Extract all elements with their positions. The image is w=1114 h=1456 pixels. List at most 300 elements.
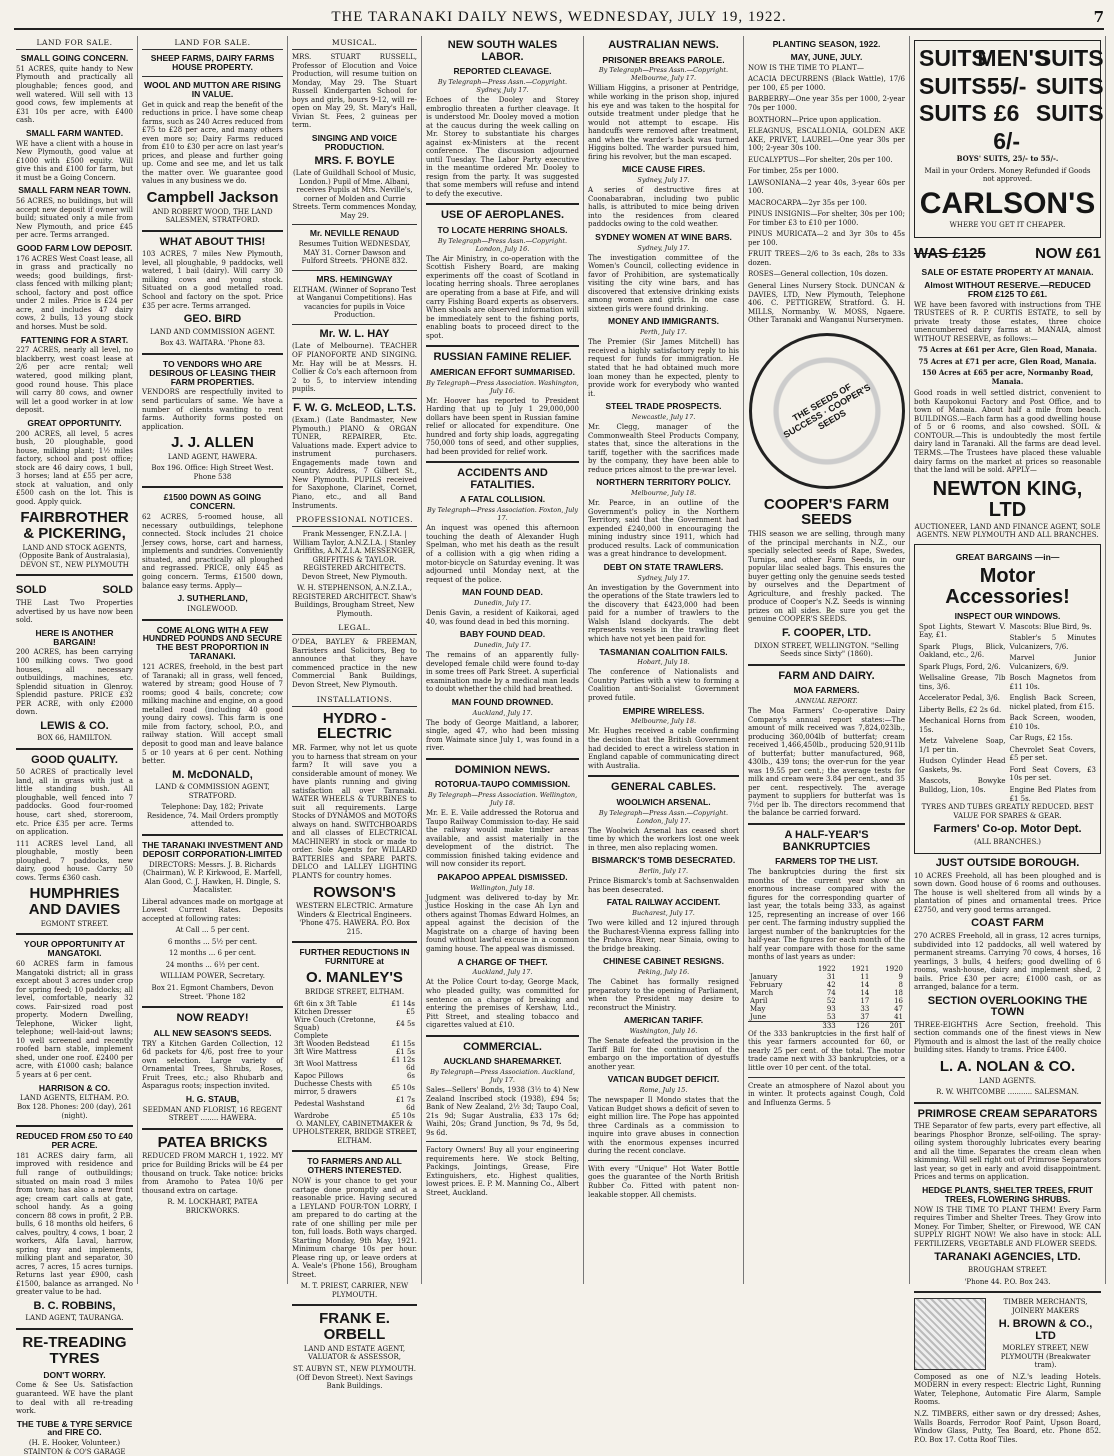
agent-address: LAND AND ESTATE AGENT, VALUATOR & ASSESSOR,: [303, 1344, 406, 1362]
rate-item: 24 months ... 6½ per cent.: [165, 960, 260, 969]
agent-contact: Box 43. WAITARA. 'Phone 83.: [159, 339, 266, 348]
accessory-item: Mechanical Horns from 15s.: [919, 717, 1006, 734]
news-text: Sales—Sellers' Bonds, 1938 (3½ to 4) New Zealand Inscribed stock (1938), £94 5s; Bank of New Zealand, 2½ 3d; Taupo Coal, 21s 9d; Sugar Australia, £33 17s 6d; Waihi, 20s; Grand Junction, 9s 7d, 9s 5d, 9s 6d.: [426, 1086, 579, 1137]
agent-address: BOX 66, HAMILTON.: [37, 734, 112, 743]
ad-text: WE have a client with a house in New Plymouth, good value at £1000 with £500 equity. Will give this and £100 for farm, but it must be a Going Concern.: [16, 139, 133, 182]
ad-heading: PRIMROSE CREAM SEPARATORS: [917, 1107, 1098, 1120]
ad-text: BOYS' SUITS, 25/- to 55/-.: [956, 154, 1059, 164]
ad-subheading: Almost WITHOUT RESERVE.—REDUCED FROM £125 TO £61.: [924, 279, 1091, 299]
agent-contact: Telephone: Day, 182; Private Residence, 74. Mail Orders promptly attended to.: [146, 803, 279, 829]
company-name: TARANAKI AGENCIES, LTD.: [934, 1251, 1081, 1264]
ad-text: 200 ACRES, has been carrying 100 milking cows. Two good houses, all necessary outbuildings, machines, etc. Splendid situation in Glenroy. Splendid pasture. PRICE £32 PER ACRE, with only £2000 down.: [16, 648, 133, 717]
ad-heading: COAST FARM: [971, 917, 1044, 930]
dateline: Dunedin, July 17.: [474, 641, 531, 649]
accessory-item: Chevrolet Seat Covers, £5 per set.: [1009, 745, 1096, 763]
agent-address: LAND AND COMMISSION AGENT.: [150, 327, 275, 336]
ad-heading: HERE IS ANOTHER BARGAIN!: [35, 627, 114, 647]
news-text: The investigation committee of the Women's Council, collecting evidence in favor of Prohibition, are systematically visiting the city wine bars, and has discovered that extensive drinking exists among women and girls. In one case sixteen girls were found drinking.: [588, 253, 739, 313]
dateline: Sydney, July 17.: [637, 176, 690, 185]
news-headline: DOMINION NEWS.: [454, 763, 551, 776]
rates-list: [142, 926, 283, 969]
ad-heading: SMALL FARM NEAR TOWN.: [18, 185, 131, 196]
accessory-item: Bosch Magnetos from £11 10s.: [1009, 674, 1096, 691]
agent-name: HUMPHRIES AND DAVIES: [28, 885, 121, 918]
suits-cell: SUITS: [1035, 72, 1104, 99]
section-heading: MUSICAL.: [292, 36, 417, 50]
ad-text: THREE-EIGHTHS Acre Section, freehold. This section commands one of the finest views in New Plymouth and is almost the last of the really choice building sites. Handy to trams. Price £400.: [914, 1020, 1101, 1055]
table-cell: 14: [860, 988, 870, 997]
table-row: [748, 997, 905, 1005]
item-name: Kitchen Dresser: [294, 1007, 352, 1016]
ad-heading: HYDRO - ELECTRIC: [317, 709, 392, 743]
table-cell: 47: [894, 1004, 903, 1013]
ad-text: 51 ACRES, quite handy to New Plymouth and practically all ploughable; fences good, and well watered. Will sell with 13 good cows, few implements at £31 10s per acre, with £400 cash.: [16, 64, 133, 125]
store-name: CARLSON'S: [919, 186, 1096, 220]
agent-name: FAIRBROTHER & PICKERING,: [20, 509, 129, 543]
dateline: Washington, July 16.: [629, 1027, 698, 1036]
suits-cell: SUITS: [1035, 45, 1104, 71]
secretary: WILLIAM POWER, Secretary.: [160, 972, 265, 981]
item-price: £1 7s 6d: [395, 1095, 415, 1112]
item-name: Complete: [294, 1031, 329, 1040]
new-price: NOW £61: [1035, 245, 1101, 262]
news-subheading: MONEY AND IMMIGRANTS.: [608, 316, 719, 327]
dateline: Peking, July 16.: [637, 968, 690, 977]
ad-text: (Late of Melbourne). TEACHER OF PIANOFORTE AND SINGING. Mr. Hay will be at Messrs. H. Collier & Co's each afternoon from 2 to 5, to interview intending pupils.: [292, 342, 417, 394]
table-cell: 14: [860, 980, 870, 989]
news-text: An inquest was opened this afternoon touching the death of Alexander Hugh Spelman, who met his death as the result of a collision with a gig when riding a motor-bicycle on Saturday evening. It was adjourned until Monday next, at the request of the police.: [426, 524, 579, 584]
dateline: By Telegraph—Press Assn.—Copyright. London, July 16.: [437, 236, 568, 253]
agent-name: J. J. ALLEN: [171, 434, 254, 452]
table-cell: 333: [822, 1021, 836, 1030]
ad-heading: SECTION OVERLOOKING THE TOWN: [927, 994, 1088, 1019]
news-text: Denis Gavin, a resident of Kaikorai, aged 40, was found dead in bed this morning.: [426, 609, 579, 626]
company-name: ROWSON'S: [313, 883, 396, 901]
table-cell: 16: [894, 996, 903, 1005]
page-number: 7: [1093, 8, 1104, 26]
agent-address: LAND AGENT, TAURANGA.: [25, 1314, 124, 1323]
item-price: £5 10s: [391, 1111, 415, 1120]
news-text: Mr. Hughes received a cable confirming the decision that the British Government had decided to erect a wireless station in England capable of communicating direct with Australia.: [588, 727, 739, 770]
table-cell: [748, 1021, 804, 1030]
news-subheading: PRISONER BREAKS PAROLE.: [602, 54, 725, 65]
item-name: Wire Couch (Cretonne, Squab): [294, 1015, 376, 1032]
column-6: [744, 36, 910, 1284]
ad-pretitle: TIMBER MERCHANTS, JOINERY MAKERS: [1003, 1298, 1088, 1315]
news-text: The conference of Nationalists and Country Parties with a view to forming a Coalition anti-Socialist Government proved futile.: [588, 668, 739, 703]
ad-heading: PATEA BRICKS: [157, 1133, 268, 1151]
news-text: Prince Bismarck's tomb at Sachsenwalden has been desecrated.: [588, 877, 739, 894]
table-cell: 37: [860, 1012, 870, 1021]
news-text: Mr. Clegg, manager of the Commonwealth Steel Products Company, states that, since the alterations in the tariff, together with the sacrifices made by the company, they have been able to reduce prices almost to the pre-war level.: [588, 423, 739, 474]
ad-text: 103 ACRES, 7 miles New Plymouth, level, all ploughable, 9 paddocks, well watered, 1 bail (dairy). Will carry 30 milking cows and young stock. Situated on a good metalled road. School and factory on the spot. Price £35 per acre. Terms arranged.: [142, 250, 283, 310]
ad-text: 121 ACRES, freehold, in the best part of Taranaki; all in grass, well fenced, watered by stream; good House of 7 rooms; good 4 bails, concrete; cow milking machine and engine, on a good metalled road (including 40 good young dairy cows). This farm is one mile from factory, school, P.O., and railway station. Will accept small deposit to good man and leave balance 5 or 10 years at 6 per cent. Nothing better.: [142, 663, 283, 766]
news-text: The Cabinet has formally resigned preparatory to the opening of Parliament, when the President may desire to reconstruct the Ministry.: [588, 978, 739, 1012]
table-cell: June: [750, 1012, 766, 1021]
plant-item: ROSES—General collection, 10s dozen.: [748, 270, 888, 279]
plant-item: ELEAGNUS, ESCALLONIA, GOLDEN AKE AKE, PRIVET, LAUREL—One year 30s per 100; 2-year 30s 100.: [748, 127, 905, 153]
logo-text: THE SEEDS OF SUCCESS · COOPER'S SEEDS: [781, 381, 872, 440]
suits-cell: SUITS: [919, 45, 987, 71]
table-cell: January: [750, 972, 778, 981]
dateline: By Telegraph—Press Association. Auckland, July 17.: [430, 1068, 575, 1085]
directors-list: DIRECTORS: Messrs. J. B. Richards (Chairman), W. P. Kirkwood, E. Marfell, Alan Good, C. J. Hawken, H. Dingle, S. Macalister.: [142, 860, 283, 895]
news-subheading: A FATAL COLLISION.: [459, 494, 546, 505]
agent-name: HARRISON & CO.: [38, 1082, 111, 1093]
ad-text: VENDORS are respectfully invited to send particulars of same. We have a number of clients wanting to rent farms. Authority forms posted on application.: [142, 388, 283, 431]
price-row: [292, 1080, 417, 1096]
agent-address: LAND AND STOCK AGENTS, (Opposite Bank of Australasia), DEVON ST., NEW PLYMOUTH: [19, 543, 130, 569]
price-row: [292, 1056, 417, 1072]
section-heading: LAND FOR SALE.: [142, 36, 283, 50]
plant-item: EUCALYPTUS—For shelter, 20s per 100.: [748, 155, 893, 164]
table-cell: 93: [826, 1004, 836, 1013]
listing: 75 Acres at £71 per acre, Glen Road, Manaia.: [918, 356, 1097, 366]
suits-ad: [914, 40, 1104, 238]
ad-text: Come & See Us. Satisfaction guaranteed. WE have the plant to deal with all re-treading work.: [16, 1381, 133, 1416]
news-headline: NEW SOUTH WALES LABOR.: [447, 39, 558, 63]
table-cell: March: [750, 988, 774, 997]
ad-text: Get in quick and reap the benefit of the reductions in price. I have some cheap farms, such as 240 Acres reduced from £75 to £28 per acre, and many others even more so; Dairy Farms reduced from £10 to £30 per acre on last year's prices, and please and further going up. Come and see me, and let us talk the matter over. We guarantee good values in any business we do.: [142, 100, 283, 186]
accessory-item: Ford Seat Covers, £3 10s per set.: [1009, 765, 1096, 783]
price-row: [292, 1112, 417, 1120]
teacher-name: Mr. W. L. HAY: [319, 327, 390, 340]
plant-item: MACROCARPA—2yr 35s per 100.: [748, 198, 867, 207]
table-cell: 53: [826, 1012, 836, 1021]
news-subheading: EMPIRE WIRELESS.: [622, 705, 705, 716]
company-name: THE TUBE & TYRE SERVICE and FIRE CO.: [16, 1418, 133, 1438]
teacher-name: MRS. HEMINGWAY: [316, 273, 393, 284]
item-price: [389, 1032, 417, 1040]
news-subheading: DEBT ON STATE TRAWLERS.: [603, 561, 724, 572]
store-slogan: WHERE YOU GET IT CHEAPER.: [949, 221, 1066, 230]
suits-cell: SUITS: [1035, 100, 1104, 127]
teacher-name: F. W. G. McLEOD, L.T.S.: [293, 401, 416, 414]
bankruptcy-table: [748, 965, 905, 1030]
plant-item: BARBERRY—One year 35s per 1000, 2-year 70s per 1000.: [748, 95, 905, 112]
news-text: Judgment was delivered to-day by Mr. Justice Hosking in the case Ah Lyn and others against Thomas Edward Holmes, an appeal against the decision of the Magistrate on a charge of having been found without lawful excuse in a common gaming house. The appeal was dismissed.: [426, 893, 579, 953]
ad-heading: SMALL FARM WANTED.: [25, 127, 124, 138]
news-text: With every "Unique" Hot Water Bottle goes the guarantee of the North British Rubber Co. Fitted with patent non-leakable stopper. All chemists.: [588, 1164, 739, 1199]
company-name: O. MANLEY'S: [306, 969, 403, 987]
price-row: [292, 1008, 417, 1016]
agent-address: LAND AGENTS, ELTHAM. P.O. Box 128. Phones: 200 (day), 261 (night).: [16, 1094, 133, 1120]
ad-text: 50 ACRES of practically level land, all in grass with just a little standing bush. All ploughable, well fenced into 7 paddocks. Good four-roomed house, cart shed, storeroom, etc. Price £35 per acre. Terms on application.: [16, 768, 133, 837]
ad-heading: THE TARANAKI INVESTMENT AND DEPOSIT CORPORATION-LIMITED: [142, 839, 283, 859]
accessory-list: [919, 623, 1096, 804]
ad-text: General Lines Nursery Stock. DUNCAN & DAVIES, LTD, New Plymouth, Telephone 406. C. PETTIGREW, Stratford. G. H. MILLS, Normanby. W. MOSS, Ngaere. Other Taranaki and Wanganui Nurserymen.: [748, 282, 905, 325]
dateline: By Telegraph—Press Association. Wellington, July 18.: [427, 791, 578, 808]
company-name: NEWTON KING, LTD: [932, 477, 1083, 521]
plant-item: ACACIA DECURRENS (Black Wattle), 17/6 per 100, £5 per 1000.: [748, 75, 905, 92]
suits-cell: SUITS: [919, 72, 987, 99]
ad-heading: WHAT ABOUT THIS!: [159, 235, 266, 248]
table-cell: 11: [860, 972, 870, 981]
agent-contact: Box 21. Egmont Chambers, Devon Street. 'Phone 182: [151, 984, 274, 1001]
rate-item: 12 months ... 6 per cent.: [168, 949, 256, 958]
plant-item: PINUS INSIGNIS—For shelter, 30s per 100; For timber £3 to £10 per 1000.: [748, 210, 905, 227]
table-cell: 31: [826, 972, 836, 981]
ad-text: Liberal advances made on mortgage at Lowest Current Rates. Deposits accepted at following rates:: [142, 897, 283, 923]
column-4: [422, 36, 584, 1284]
ad-text: ELTHAM. (Winner of Soprano Test at Wanganui Competitions). Has vacancies for pupils in Voice Production.: [292, 285, 417, 320]
news-subheading: BISMARCK'S TOMB DESECRATED.: [591, 855, 736, 866]
ad-text: THE Last Two Properties advertised by us have now been sold.: [16, 599, 133, 625]
section-heading: LAND FOR SALE.: [16, 36, 133, 50]
agent-address: LAND & COMMISSION AGENT, STRATFORD.: [155, 783, 270, 800]
price-reduction: [914, 242, 1101, 264]
news-subheading: WOOLWICH ARSENAL.: [616, 796, 711, 807]
ad-heading: FURTHER REDUCTIONS IN FURNITURE at: [299, 947, 410, 967]
dateline: Hobart, July 18.: [637, 658, 690, 667]
table-header: [748, 965, 804, 973]
price-row: [292, 1072, 417, 1080]
dateline: Wellington, July 18.: [470, 883, 535, 892]
ad-text: 270 ACRES Freehold, all in grass, 12 acres turnips, subdivided into 12 paddocks, all well watered by permanent streams. Carrying 70 cows, 4 horses, 16 yearlings, 3 bulls, 4 heifers; good dwelling of 6 rooms, wash-house, dairy and implement shed, 2 bails. Price £30 per acre; £1000 cash, or as arranged, balance for a term.: [914, 931, 1101, 992]
news-headline: AUSTRALIAN NEWS.: [608, 39, 719, 51]
ad-text: 200 ACRES, all level, 5 acres bush, 20 ploughable, good house, milking plant; 1½ miles factory, school and post office; stock are 46 dairy cows, 1 bull, 3 horses; land at £55 per acre, stock at valuation, and only £500 cash on the lot. This is good. Apply quick.: [16, 429, 133, 506]
plant-item: BOXTHORN—Price upon application.: [748, 115, 882, 124]
ad-heading: £1500 DOWN AS GOING CONCERN.: [163, 492, 262, 512]
accessory-item: Marvel Junior Vulcanizers, 6/9.: [1009, 654, 1096, 671]
news-headline: COMMERCIAL.: [463, 1040, 542, 1053]
plant-list: [748, 75, 905, 279]
ad-text: Good roads in well settled district, convenient to both Kaupokonui Factory and Post Office, and to town of Manaia. About half a mile from beach. BUILDINGS.—Each farm has a good dwelling house of 5 or 6 rooms, and also cowshed. SOIL & CONTOUR.—This is undoubtedly the most fertile dairy land in Taranaki. All the farms are dead level. TERMS.—The Trustees have placed these valuable dairy farms on the market at prices so reasonable that the land will be sold. APPLY—: [914, 389, 1101, 475]
table-cell: 8: [898, 980, 903, 989]
news-text: The bankruptcies during the first six months of the current year show an enormous increase compared with the figures for the corresponding quarter of last year, the totals being 333, as against 125, representing an increase of over 166 per cent. The farming industry supplied the largest number of the bankruptcies for the half-year. The figures for each month of the half year compare with those for the same months of last years as under:: [748, 868, 905, 962]
accessory-item: Hudson Cylinder Head Gaskets, 9s.: [919, 757, 1006, 774]
ad-heading: TO VENDORS WHO ARE DESIROUS OF LEASING THEIR FARM PROPERTIES.: [149, 358, 276, 387]
accessory-item: Car Rugs, £2 15s.: [1009, 734, 1073, 743]
listing: 150 Acres at £65 per acre, Normanby Road, Manaia.: [921, 368, 1094, 386]
ad-signature: R. M. LOCKHART, PATEA BRICKWORKS.: [167, 1198, 258, 1215]
ad-heading: Motor Accessories!: [945, 564, 1070, 608]
news-subheading: STEEL TRADE PROSPECTS.: [605, 401, 722, 412]
column-1: [12, 36, 138, 1456]
table-cell: 18: [894, 988, 903, 997]
ad-text: TRY a Kitchen Garden Collection, 12 6d packets for 4/6, post free to your own selection. Large variety of Ornamental Trees, Shrubs, Roses, Fruit Trees, etc.; also Rhubarb and Asparagus roots; inspection invited.: [142, 1039, 283, 1091]
news-headline: USE OF AEROPLANES.: [440, 209, 565, 222]
news-subheading: TASMANIAN COALITION FAILS.: [599, 646, 728, 657]
ad-heading: SHEEP FARMS, DAIRY FARMS HOUSE PROPERTY.: [150, 53, 275, 72]
news-subheading: FARMERS TOP THE LIST.: [775, 856, 878, 867]
table-cell: April: [750, 996, 768, 1005]
item-price: £1 15s: [391, 1039, 415, 1048]
news-text: Factory Owners! Buy all your engineering requirements here. We stock Belting, Packings, Jointings, Grease, Fire Extinguishers, etc. Highest qualities, lowest prices. E. P. M. Manning Co., Albert Street, Auckland.: [426, 1146, 579, 1197]
price-row: [292, 1032, 417, 1040]
column-3: [288, 36, 422, 1391]
dateline: Melbourne, July 18.: [630, 489, 697, 498]
accessory-item: Wellsaline Grease, 7lb tins, 3/6.: [919, 674, 1006, 691]
suits-cell: MEN'S: [977, 45, 1050, 71]
ad-text: (Exam.) (Late Bandmaster, New Plymouth.) PIANO & ORGAN TUNER, REPAIRER, Etc. Valuations made. Expert advice to instrument purchasers. Engagements made town and country. Address, 7 Gilbert St., New Plymouth. PUPILS received for Saxophone, Clarinet, Cornet, Piano, etc., and all Band Instruments.: [292, 416, 417, 510]
column-2: [138, 36, 288, 1284]
accessory-item: Engine Bed Plates from £1 5s.: [1009, 786, 1096, 803]
accessory-item: English Back Screen, nickel plated, from £15.: [1009, 694, 1096, 711]
news-headline: ACCIDENTS AND FATALITIES.: [457, 467, 548, 491]
ad-text: 176 ACRES West Coast lease, all in grass and practically no weeds; good buildings, first-class fenced with milking plant; school, factory and post office under 2 miles. Price is £24 per acre, and includes 47 dairy cows, 2 bulls, 13 young stock and horses. Must be sold.: [16, 254, 133, 331]
section-heading: LEGAL.: [292, 621, 417, 635]
rate-item: 6 months ... 5½ per cent.: [167, 937, 258, 946]
ad-text: Composed as one of N.Z.'s leading Hotels. MODERN in every respect: Electric Light, Running Water, Telephone, Automatic Fire Alarm, Sample Rooms.: [914, 1372, 1101, 1407]
suits-cell: 55/-: [986, 72, 1027, 99]
ad-text: THIS season we are selling, through many of the principal merchants in N.Z., our specially selected seeds of Rape, Swedes, Turnips, and other Farm Seeds, in our popular lilac sealed bags. This ensures the buyer getting only the genuine seeds tested by ourselves and the Department of Agriculture, and freshly packed. The produce of Cooper's N.Z. Seeds is winning prizes on all sides. Be sure you get the genuine COOPER'S SEEDS.: [748, 530, 905, 624]
sold-label: SOLD: [102, 584, 133, 597]
news-text: The Premier (Sir James Mitchell) has received a highly satisfactory reply to his request for funds for immigration. He stated that he had obtained much more loan money than he expected, plenty to provide work for everybody who wanted it.: [588, 338, 739, 398]
news-subheading: MOA FARMERS.: [793, 685, 860, 696]
ad-heading: COME ALONG WITH A FEW HUNDRED POUNDS AND SECURE THE BEST PROPORTION IN TARANAKI.: [142, 624, 283, 662]
news-subheading: AMERICAN EFFORT SUMMARISED.: [430, 366, 575, 377]
news-text: At the Police Court to-day, George Mack, who pleaded guilty, was committed for sentence on a charge of breaking and entering the premises of Kershaw, Ltd., Pitt Street, and stealing tobacco and cigarettes valued at £10.: [426, 978, 579, 1030]
ad-heading: TO FARMERS AND ALL OTHERS INTERESTED.: [307, 1156, 402, 1176]
ad-text: 227 ACRES, nearly all level, no blackberry, west coast lease at 2/6 per acre rental; well watered, good milking plant, good round house. This place will carry 80 cows, and owner will let a good worker in at low deposit.: [16, 346, 133, 415]
news-headline: RUSSIAN FAMINE RELIEF.: [433, 351, 572, 364]
table-cell: 42: [826, 980, 836, 989]
timber-illustration: [914, 1298, 986, 1370]
table-cell: 126: [855, 1021, 870, 1030]
ad-text: NOW is your chance to get your cartage done promptly and at a reasonable price. Having secured a LEYLAND FOUR-TON LORRY, I am prepared to do carting at the rate of one shilling per mile per ton, full loads. Both ways charged. Starting Monday, 9th May, 1921. Minimum charge 10s per hour. Please ring up, or leave orders at A. Veale's (Phone 156), Brougham Street.: [292, 1176, 417, 1279]
dateline: Rome, July 15.: [639, 1086, 688, 1095]
ad-text: MR. Farmer, why not let us quote you to harness that stream on your farm? It will save you a considerable amount of money. We have plants running and giving satisfaction all over Taranaki. WATER WHEELS & TURBINES to suit all requirements. Large Stocks of DYNAMOS and MOTORS always on hand. SWITCHBOARDS and all classes of ELECTRICAL MACHINERY in stock or made to order. Sole Agents for WILLARD BATTERIES and SPARE PARTS. DELCO and LALLEY LIGHTING PLANTS for country homes.: [292, 744, 417, 881]
accessory-item: Metz Valvelene Soap, 1/1 per tin.: [919, 737, 1006, 754]
ad-subheading: INSPECT OUR WINDOWS.: [954, 610, 1061, 621]
plant-item: LAWSONIANA—2 year 40s, 3-year 60s per 100.: [748, 178, 905, 196]
newspaper-title: THE TARANAKI DAILY NEWS, WEDNESDAY, JULY 19, 1922.: [331, 8, 787, 25]
table-header: 1921: [851, 964, 870, 973]
news-subheading: NORTHERN TERRITORY POLICY.: [596, 477, 731, 488]
item-name: Kapoc Pillows: [294, 1071, 344, 1080]
ad-text: NOW IS THE TIME TO PLANT THEM! Every Farm requires Timber and Shelter Trees. They Grow into Money. For Timber, Shelter, or Firewood, WE CAN SUPPLY RIGHT NOW! We also have in stock: ALL FERTILIZERS, VEGETABLE AND FLOWER SEEDS.: [914, 1205, 1101, 1248]
news-text: The body of George Maitland, a laborer, single, aged 47, who had been missing from Waimate since July 1, was found in a river.: [426, 718, 579, 753]
suits-cell: SUITS: [919, 100, 987, 127]
news-text: A series of destructive fires at Coonabarabran, including two public halls, is attributed to mice being driven into the residences from cleared paddocks owing to the cold weather.: [588, 186, 739, 229]
news-text: The remains of an apparently fully-developed female child were found to-day in some trees off Park Street. A superficial examination made by a medical man leads to doubt whether the child had breathed.: [426, 651, 579, 694]
accessory-item: Back Screen, wooden, £10 10s.: [1009, 714, 1096, 731]
news-text: The Woolwich Arsenal has ceased short time by which the workers lost one week in three, men also replacing women.: [588, 826, 739, 852]
ad-heading: PLANTING SEASON, 1922.: [772, 39, 881, 49]
furniture-price-list: [292, 1000, 417, 1120]
ad-heading: SALE OF ESTATE PROPERTY AT MANAIA.: [921, 266, 1094, 277]
price-row: [292, 1016, 417, 1032]
ad-heading: NOW READY!: [176, 1012, 249, 1025]
news-subheading: REPORTED CLEAVAGE.: [453, 66, 552, 77]
news-subheading: BABY FOUND DEAD.: [459, 629, 546, 640]
ad-text: THE Separator of few parts, every part effective, all bearings Phosphor Bronze, self-oiling. The spray-oiling system thoroughly lubricates every bearing and all the time. Separates the cream clean when skimming. Will sell right out of Primrose Separators last year, so get in early and avoid disappointment. Prices and terms on application.: [914, 1122, 1101, 1182]
price-row: [292, 1040, 417, 1048]
ad-subheading: SINGING AND VOICE PRODUCTION.: [311, 132, 398, 152]
agent-name: H. G. STAUB,: [185, 1093, 240, 1104]
ad-text: (Late of Guildhall School of Music, London.) Pupil of Mme. Albani, receives Pupils at Mrs. Neville's, corner of Molden and Currie Streets. Term commences Monday, May 29.: [292, 169, 417, 220]
news-text: The newspaper Il Mondo states that the Vatican Budget shows a deficit of seven to eight million lire. The Pope has appointed three Cardinals as a commission to inquire into grave abuses in connection with the enormous expenses incurred during the recent conclave.: [588, 1096, 739, 1156]
ad-heading: FATTENING FOR A START.: [20, 334, 129, 345]
price-row: [292, 1048, 417, 1056]
item-price: £5 10s: [391, 1083, 415, 1092]
ad-text: MRS. STUART RUSSELL, Professor of Elocution and Voice Production, will resume tuition on Monday, May 29. The Stuart Russell Kindergarten School for boys and girls, hours 9-12, will re-open on May 29, St. Mary's Hall, Vivian St. Fees, 2 guineas per term.: [292, 53, 417, 130]
agent-address: MORLEY STREET, NEW PLYMOUTH (Breakwater tram).: [1000, 1344, 1091, 1370]
news-subheading: PAKAPOO APPEAL DISMISSED.: [437, 871, 568, 882]
ad-text: 62 ACRES, 5-roomed house, all necessary outbuildings, telephone connected. Stock includes 21 choice Jersey cows, horse, cart and harness, implements and sundries. Conveniently situated, and practically all ploughed and regrassed. PRICE, only £45 as going concern. Terms, £1500 down, balance easy terms. Apply—: [142, 513, 283, 590]
news-text: William Higgins, a prisoner at Pentridge, while working in the prison shop, injured his eye and was taken to the hospital for outside treatment under pledge that he would not attempt to escape. His handcuffs were removed after treatment, and when the warder's back was turned Higgins bolted. The warder pursued him, firing his revolver, but the man escaped.: [588, 84, 739, 161]
agent-name: J. SUTHERLAND,: [177, 593, 248, 604]
table-header: 1922: [817, 964, 836, 973]
ad-heading: RE-TREADING TYRES: [22, 1334, 127, 1367]
news-text: Mr. E. E. Vaile addressed the Rotorua and Taupo Railway Commission to-day. He said the railway would make timber areas available, and assist materially in the development of the district. The commission finished taking evidence and will now consider its report.: [426, 809, 579, 869]
news-subheading: ROTORUA-TAUPO COMMISSION.: [434, 779, 571, 790]
news-subheading: AMERICAN TARIFF.: [623, 1015, 704, 1026]
motor-accessories-ad: [914, 544, 1101, 855]
table-header: 1920: [885, 964, 903, 973]
ad-heading: YOUR OPPORTUNITY AT MANGATOKI.: [24, 939, 125, 959]
agent-address: WESTERN ELECTRIC. Armature Winders & Electrical Engineers. 'Phone 475. HAWERA. P.O. Box 215.: [295, 902, 413, 936]
dateline: Sydney, July 17.: [637, 243, 690, 252]
dateline: Perth, July 17.: [640, 328, 687, 337]
old-price: WAS £125: [914, 245, 986, 262]
item-price: £4 5s: [395, 1019, 415, 1028]
item-name: 3ft Wooden Bedstead: [294, 1039, 370, 1048]
news-headline: FARM AND DAIRY.: [778, 669, 875, 682]
news-text: The Moa Farmers' Co-operative Dairy Company's annual report states:—The amount of milk received was 7,824,023lb., producing 360,004lb of butterfat; cream received 1,466,450lb., producing 520,911lb of butterfat; butter manufactured, 968, 430lb., 439 tons; the over-run for the year was 19.55 per cent.; the average tests for milk and cream were 3.84 per cent., and 35 per cent. respectively. The average payment to suppliers for butterfat was 1s 7½d per lb. The directors recommend that the balance be carried forward.: [748, 707, 905, 818]
teacher-name: MRS. F. BOYLE: [314, 154, 395, 167]
ad-text: REDUCED FROM MARCH 1, 1922. MY price for Building Bricks will be £4 per thousand on truck. Take notice: bricks from Aramoho to Patea 10/6 per thousand extra on cartage.: [142, 1152, 283, 1195]
dateline: Bucharest, July 17.: [632, 909, 695, 918]
listing: 75 Acres at £61 per Acre, Glen Road, Manaia.: [918, 345, 1097, 355]
agent-contact: 'Phone 44. P.O. Box 243.: [964, 1277, 1051, 1286]
agent-address: INGLEWOOD.: [187, 605, 238, 613]
accessory-item: Stabler's 5 Minutes Vulcanizers, 7/6.: [1009, 634, 1096, 651]
news-subheading: MAN FOUND DEAD.: [462, 587, 543, 598]
news-text: An investigation by the Government into the operations of the State trawlers led to the discovery that £423,000 had been paid for a number of trawlers to the Walsh Island dockyards. The debt represents vessels in the trawling fleet which have not yet been paid for.: [588, 583, 739, 643]
dateline: By Telegraph—Press Assn.—Copyright. Sydney, July 17.: [437, 78, 568, 95]
table-cell: 74: [826, 988, 836, 997]
ad-text: N.Z. TIMBERS, either sawn or dry dressed; Ashes, Walls Boards, Ferrodor Roof Paint, Upson Board, Window Glass, Putty, Tea Board, etc. Phone 852. P.O. Box 17. Cotta Roof Tiles.: [914, 1409, 1101, 1444]
ad-heading: REDUCED FROM £50 TO £40 PER ACRE.: [16, 1131, 133, 1150]
company-sub: (ALL BRANCHES.): [974, 837, 1041, 846]
table-row: [748, 989, 905, 997]
column-7: [910, 36, 1106, 1444]
table-row: [748, 981, 905, 989]
dateline: Dunedin, July 17.: [474, 599, 531, 608]
agent-contact: Box 196. Office: High Street West. Phone 538: [151, 464, 274, 481]
table-total-row: [748, 1021, 905, 1030]
ad-heading: GOOD FARM LOW DEPOSIT.: [16, 242, 133, 253]
news-subheading: FATAL RAILWAY ACCIDENT.: [606, 897, 721, 908]
news-subheading: SYDNEY WOMEN AT WINE BARS.: [595, 231, 732, 242]
masthead: [14, 6, 1104, 30]
ad-text: 181 ACRES dairy farm, all improved with residence and full range of outbuildings; situated on main road 3 miles from town; has also a new front age; cream cart calls at gate, school handy. As a going concern 88 cows in profit, 2 P.B. bulls, 6 18 months old heifers, 6 calves, poultry, 4 cows, 1 boar, 2 workers, Alfa Laval, harrow, spring tray and implements, milking plant and separator, 30 acres, 7 acres, 15 acres turnips. Returns last year £900, cash £1500, balance as arranged. No greater value to be had.: [16, 1151, 133, 1297]
ad-footer: (H. E. Hooker, Volunteer.) STAINTON & CO'S GARAGE: [23, 1439, 126, 1456]
price-row: [292, 1096, 417, 1112]
item-price: £1 5s: [395, 1047, 415, 1056]
ad-text: Mail in your Orders. Money Refunded if Goods not approved.: [924, 166, 1091, 184]
table-cell: 17: [860, 996, 870, 1005]
agent-name: Campbell Jackson: [146, 189, 279, 206]
news-subheading: MICE CAUSE FIRES.: [621, 164, 706, 175]
accessory-item: Mascots, Bowyke Bulldog, Lion, 10s.: [919, 777, 1006, 795]
item-price: £5: [406, 1007, 415, 1016]
ad-text: Resumes Tuition WEDNESDAY, MAY 31. Corner Dawson and Fulford Streets. 'PHONE 832.: [298, 240, 411, 266]
ad-text: 56 ACRES, no buildings, but will accept new deposit if owner will build; situated only a mile from New Plymouth, and price £45 per acre. Terms arranged.: [16, 197, 133, 240]
accessory-item: Spark Plugs, Blick, Oakland, etc., 2/6.: [919, 642, 1006, 660]
accessory-item: Mascots: Blue Bird, 9s.: [1009, 622, 1092, 631]
agent-address: SEEDMAN AND FLORIST, 16 REGENT STREET ........ HAWERA.: [142, 1105, 283, 1123]
item-price: 6s: [406, 1071, 415, 1080]
coopers-seeds-logo: [749, 333, 905, 489]
agent-address: AND ROBERT WOOD, THE LAND SALESMEN, STRATFORD.: [152, 207, 273, 225]
accessory-item: Spot Lights, Stewart V. Eay, £1.: [919, 622, 1006, 640]
news-subheading: AUCKLAND SHAREMARKET.: [443, 1056, 562, 1067]
table-cell: 52: [826, 996, 836, 1005]
dateline: Berlin, July 17.: [638, 867, 689, 876]
